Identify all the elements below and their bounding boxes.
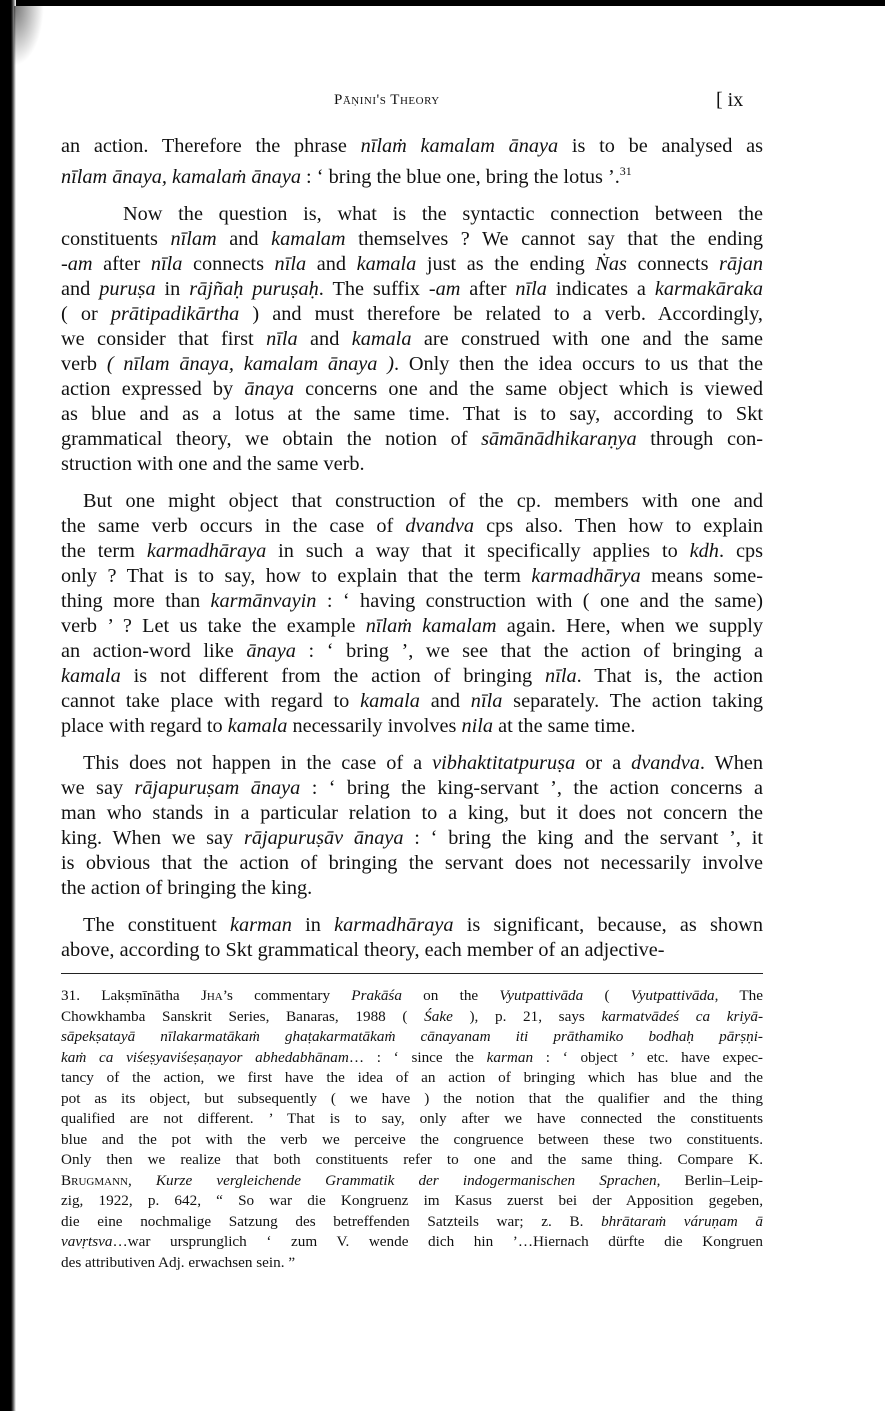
text-line (61, 776, 763, 801)
text-line (61, 1253, 763, 1274)
page-number (716, 89, 743, 112)
text-line (61, 639, 763, 664)
text-run: ) and must therefore be related to a verb. Accordingly, (239, 302, 763, 325)
italic-term: kamala (360, 689, 420, 712)
text-run: … : ‘ since the (348, 1048, 487, 1066)
italic-term: Prakāśa (351, 987, 402, 1004)
italic-term: -am (428, 277, 461, 300)
italic-term: Ṅas (595, 252, 627, 275)
text-run: themselves ? We cannot say that the ending (345, 227, 763, 250)
text-line (61, 427, 763, 452)
page-number-bracket: [ (716, 89, 723, 111)
text-run: ’s commentary (222, 987, 352, 1004)
italic-term: nīlam ānaya, kamalaṁ ānaya (61, 165, 301, 188)
text-line (61, 452, 763, 477)
italic-term: karman (486, 1048, 534, 1066)
text-run: verb (61, 352, 107, 375)
text-line (61, 1130, 763, 1151)
text-run: . The suffix (318, 277, 429, 300)
text-line (61, 302, 763, 327)
text-line (61, 1027, 763, 1048)
text-run: indicates a (546, 277, 655, 300)
text-run: 31. Lakṣmīnātha (61, 987, 201, 1004)
text-run: action expressed by (61, 377, 245, 400)
text-run: : ‘ bring the blue one, bring the lotus ’. (300, 165, 620, 188)
italic-term: vibhaktitatpuruṣa (432, 751, 576, 774)
italic-term: kamalam (271, 227, 346, 250)
text-run: in (155, 277, 190, 300)
italic-term: nila (461, 714, 494, 737)
text-run: , (127, 1171, 156, 1189)
text-line (61, 277, 763, 302)
text-line (61, 402, 763, 427)
text-line (61, 1232, 763, 1253)
text-line (61, 589, 763, 614)
text-run: . Only then the idea occurs to us that the (393, 352, 764, 375)
text-run: The constituent (83, 913, 230, 936)
text-line (61, 826, 763, 851)
footnote-31 (61, 986, 763, 1273)
italic-term: nīlam (170, 227, 217, 250)
text-run: , The (714, 987, 763, 1004)
text-line (61, 801, 763, 826)
text-run: at the same time. (493, 714, 636, 737)
page-header (0, 89, 885, 114)
text-run: ( (583, 987, 631, 1004)
text-run: after (460, 277, 516, 300)
text-run: we consider that first (61, 327, 267, 350)
text-run: qualified are not different. ’ That is to say, only after we have connected the constituents (61, 1110, 763, 1127)
italic-term: karmadhārya (531, 564, 641, 587)
text-run: an action-word like (61, 639, 247, 662)
text-line (61, 913, 763, 938)
footnote-separator-rule (61, 973, 763, 974)
text-run: : ‘ having construction with ( one and the same) (316, 589, 763, 612)
text-run: just as the ending (416, 252, 596, 275)
italic-term: rājapuruṣāv ānaya (243, 826, 404, 849)
text-run: after (92, 252, 151, 275)
italic-term: karmānvayin (210, 589, 317, 612)
italic-term: rājapuruṣam ānaya (134, 776, 301, 799)
italic-term: dvandva (631, 751, 700, 774)
text-run: tancy of the action, we first have the idea of an action of bringing which has blue and the (61, 1069, 763, 1086)
text-run: struction with one and the same verb. (61, 452, 365, 475)
text-run: in (291, 913, 335, 936)
text-run: This does not happen in the case of a (83, 751, 433, 774)
italic-term: karmadhāraya (334, 913, 454, 936)
text-run: But one might object that construction of the cp. members with one and (83, 489, 763, 512)
text-line (61, 1212, 763, 1233)
text-run: . That is, the action (576, 664, 763, 687)
text-run: connects (182, 252, 275, 275)
text-line (61, 1171, 763, 1192)
text-line (61, 159, 763, 190)
paragraph-5 (61, 913, 763, 963)
text-run: place with regard to (61, 714, 228, 737)
text-run: : ‘ bring the king and the servant ’, it (403, 826, 763, 849)
text-run: verb ’ ? Let us take the example (61, 614, 366, 637)
text-line (61, 689, 763, 714)
text-run: Chowkhamba Sanskrit Series, Banaras, 1988 ( (61, 1007, 425, 1025)
text-line (61, 614, 763, 639)
text-line (61, 202, 763, 227)
text-line (61, 1007, 763, 1028)
italic-term: sāpekṣatayā nīlakarmatākaṁ ghaṭakarmatākaṁ cānayanam iti prāthamiko bodhaḥ pārṣṇi- (61, 1028, 763, 1045)
text-run: separately. The action taking (502, 689, 763, 712)
text-line (61, 1191, 763, 1212)
page-top-edge (0, 0, 885, 6)
italic-term: karmakāraka (654, 277, 764, 300)
italic-term: Vyutpattivāda (499, 987, 584, 1004)
italic-term: -am (61, 252, 93, 275)
text-line (61, 352, 763, 377)
italic-term: ānaya (244, 377, 294, 400)
text-run: concerns one and the same object which is viewed (293, 377, 764, 400)
italic-term: nīlaṁ kamalam ānaya (360, 135, 559, 157)
text-run: zig, 1922, p. 642, “ So war die Kongruenz im Kasus zuerst bei der Apposition gegeben, (61, 1192, 763, 1209)
text-run: are construed with one and the same (411, 327, 764, 350)
text-run: blue and the pot with the verb we perceive the congruence between these two constituents. (61, 1130, 763, 1148)
text-run: connects (626, 252, 720, 275)
text-line (61, 327, 763, 352)
text-run: on the (401, 987, 500, 1004)
text-run: the term (61, 539, 147, 562)
text-run: , Berlin–Leip- (656, 1171, 763, 1189)
text-run: constituents (61, 227, 171, 250)
text-run: …war ursprunglich ‘ zum V. wende dich hin ’…Hiernach dürfte die Kongruen (112, 1233, 763, 1250)
italic-term: ( nīlam ānaya, kamalam ānaya ) (106, 352, 394, 375)
running-head: Pāṇini's Theory (334, 92, 440, 108)
italic-term: rājñaḥ puruṣaḥ (189, 277, 319, 300)
text-line (61, 714, 763, 739)
italic-term: nīla (266, 327, 298, 350)
italic-term: nīlaṁ kamalam (365, 614, 497, 637)
italic-term: Vyutpattivāda (630, 987, 715, 1004)
text-run: : ‘ bring the king-servant ’, the action concerns a (300, 776, 763, 799)
text-line (61, 851, 763, 876)
text-run: cps also. Then how to explain (474, 514, 763, 537)
italic-term: karmadhāraya (146, 539, 267, 562)
italic-term: vavṛtsva (61, 1233, 113, 1250)
paragraph-4 (61, 751, 763, 901)
text-run: necessarily involves (287, 714, 462, 737)
author-name: Brugmann (61, 1171, 128, 1189)
text-run: Now the question is, what is the syntactic connection between the (123, 202, 763, 225)
text-run: pot as its object, but subsequently ( we have ) the notion that the qualifier and the thing (61, 1089, 763, 1107)
text-run: is to be analysed as (558, 135, 763, 157)
italic-term: nīla (274, 252, 307, 275)
text-run: thing more than (61, 589, 211, 612)
text-run: the action of bringing the king. (61, 876, 313, 899)
italic-term: nīla (470, 689, 503, 712)
text-run: the same verb occurs in the case of (61, 514, 406, 537)
text-line (61, 751, 763, 776)
text-line (61, 564, 763, 589)
italic-term: ānaya (246, 639, 296, 662)
text-run: man who stands in a particular relation to a king, but it does not concern the (61, 801, 763, 824)
italic-term: kamala (356, 252, 417, 275)
footnote-ref: 31 (619, 164, 632, 178)
paragraph-3 (61, 489, 763, 739)
italic-term: rājan (719, 252, 763, 275)
text-run: and (216, 227, 272, 250)
italic-term: prātipadikārtha (110, 302, 240, 325)
text-line (61, 1089, 763, 1110)
italic-term: kdh (689, 539, 719, 562)
text-line (61, 1150, 763, 1171)
text-line (61, 539, 763, 564)
text-line (61, 986, 763, 1007)
text-run: above, according to Skt grammatical theory, each member of an adjective- (61, 938, 665, 961)
text-run: cannot take place with regard to (61, 689, 361, 712)
text-run: . When (699, 751, 763, 774)
italic-term: kamala (227, 714, 288, 737)
text-run: die eine nochmalige Satzung des betreffenden Satzteils war; z. B. (61, 1212, 602, 1230)
text-run: in such a way that it specifically applies to (266, 539, 690, 562)
italic-term: nīla (545, 664, 577, 687)
author-name: Jha (200, 987, 223, 1004)
italic-term: kaṁ ca viśeṣyaviśeṣaṇayor abhedabhānam (61, 1048, 349, 1066)
text-run: as blue and as a lotus at the same time. That is to say, according to Skt (61, 402, 763, 425)
italic-term: nīla (150, 252, 183, 275)
text-run: . cps (718, 539, 763, 562)
italic-term: nīla (515, 277, 547, 300)
italic-term: karmatvādeś ca kriyā- (601, 1007, 763, 1025)
italic-term: kamala (61, 664, 121, 687)
text-run: again. Here, when we supply (496, 614, 764, 637)
text-run: king. When we say (61, 826, 244, 849)
page-number-value: ix (727, 89, 744, 111)
text-run: and (419, 689, 471, 712)
italic-term: puruṣa (99, 277, 156, 300)
text-line (61, 252, 763, 277)
paragraph-1 (61, 134, 763, 190)
italic-term: karman (229, 913, 292, 936)
text-line (61, 664, 763, 689)
text-run: des attributiven Adj. erwachsen sein. ” (61, 1253, 296, 1271)
text-line (61, 134, 763, 159)
italic-term: Kurze vergleichende Grammatik der indogermanischen Sprachen (155, 1171, 657, 1189)
text-run: ), p. 21, says (452, 1007, 602, 1025)
text-line (61, 377, 763, 402)
book-binding-shadow (0, 0, 16, 1411)
text-run: means some- (640, 564, 763, 587)
text-line (61, 489, 763, 514)
italic-term: bhrātaraṁ váruṇam ā (601, 1212, 763, 1230)
text-run: is obvious that the action of bringing the servant does not necessarily involve (61, 851, 763, 874)
body-text (61, 134, 763, 975)
paragraph-2 (61, 202, 763, 477)
text-run: and (61, 277, 100, 300)
text-run: is significant, because, as shown (453, 913, 763, 936)
text-run: : ‘ bring ’, we see that the action of bringing a (295, 639, 763, 662)
italic-term: Śake (424, 1007, 453, 1025)
text-run: through con- (636, 427, 763, 450)
text-run: and (306, 252, 357, 275)
text-line (61, 227, 763, 252)
italic-term: kamala (351, 327, 412, 350)
text-line (61, 876, 763, 901)
binding-scan-shade (14, 6, 44, 66)
text-run: grammatical theory, we obtain the notion of (61, 427, 482, 450)
text-line (61, 938, 763, 963)
text-run: only ? That is to say, how to explain that the term (61, 564, 532, 587)
italic-term: dvandva (405, 514, 475, 537)
italic-term: sāmānādhikaraṇya (481, 427, 637, 450)
text-run: Only then we realize that both constituents refer to one and the same thing. Compare K. (61, 1151, 763, 1168)
text-run: ( or (61, 302, 111, 325)
text-run: is not different from the action of bringing (120, 664, 546, 687)
text-run: an action. Therefore the phrase (61, 135, 361, 157)
text-run: : ‘ object ’ etc. have expec- (533, 1048, 763, 1066)
text-line (61, 514, 763, 539)
text-run: and (297, 327, 352, 350)
text-run: or a (575, 751, 632, 774)
text-line (61, 1109, 763, 1130)
text-line (61, 1068, 763, 1089)
text-run: we say (61, 776, 135, 799)
text-line (61, 1048, 763, 1069)
